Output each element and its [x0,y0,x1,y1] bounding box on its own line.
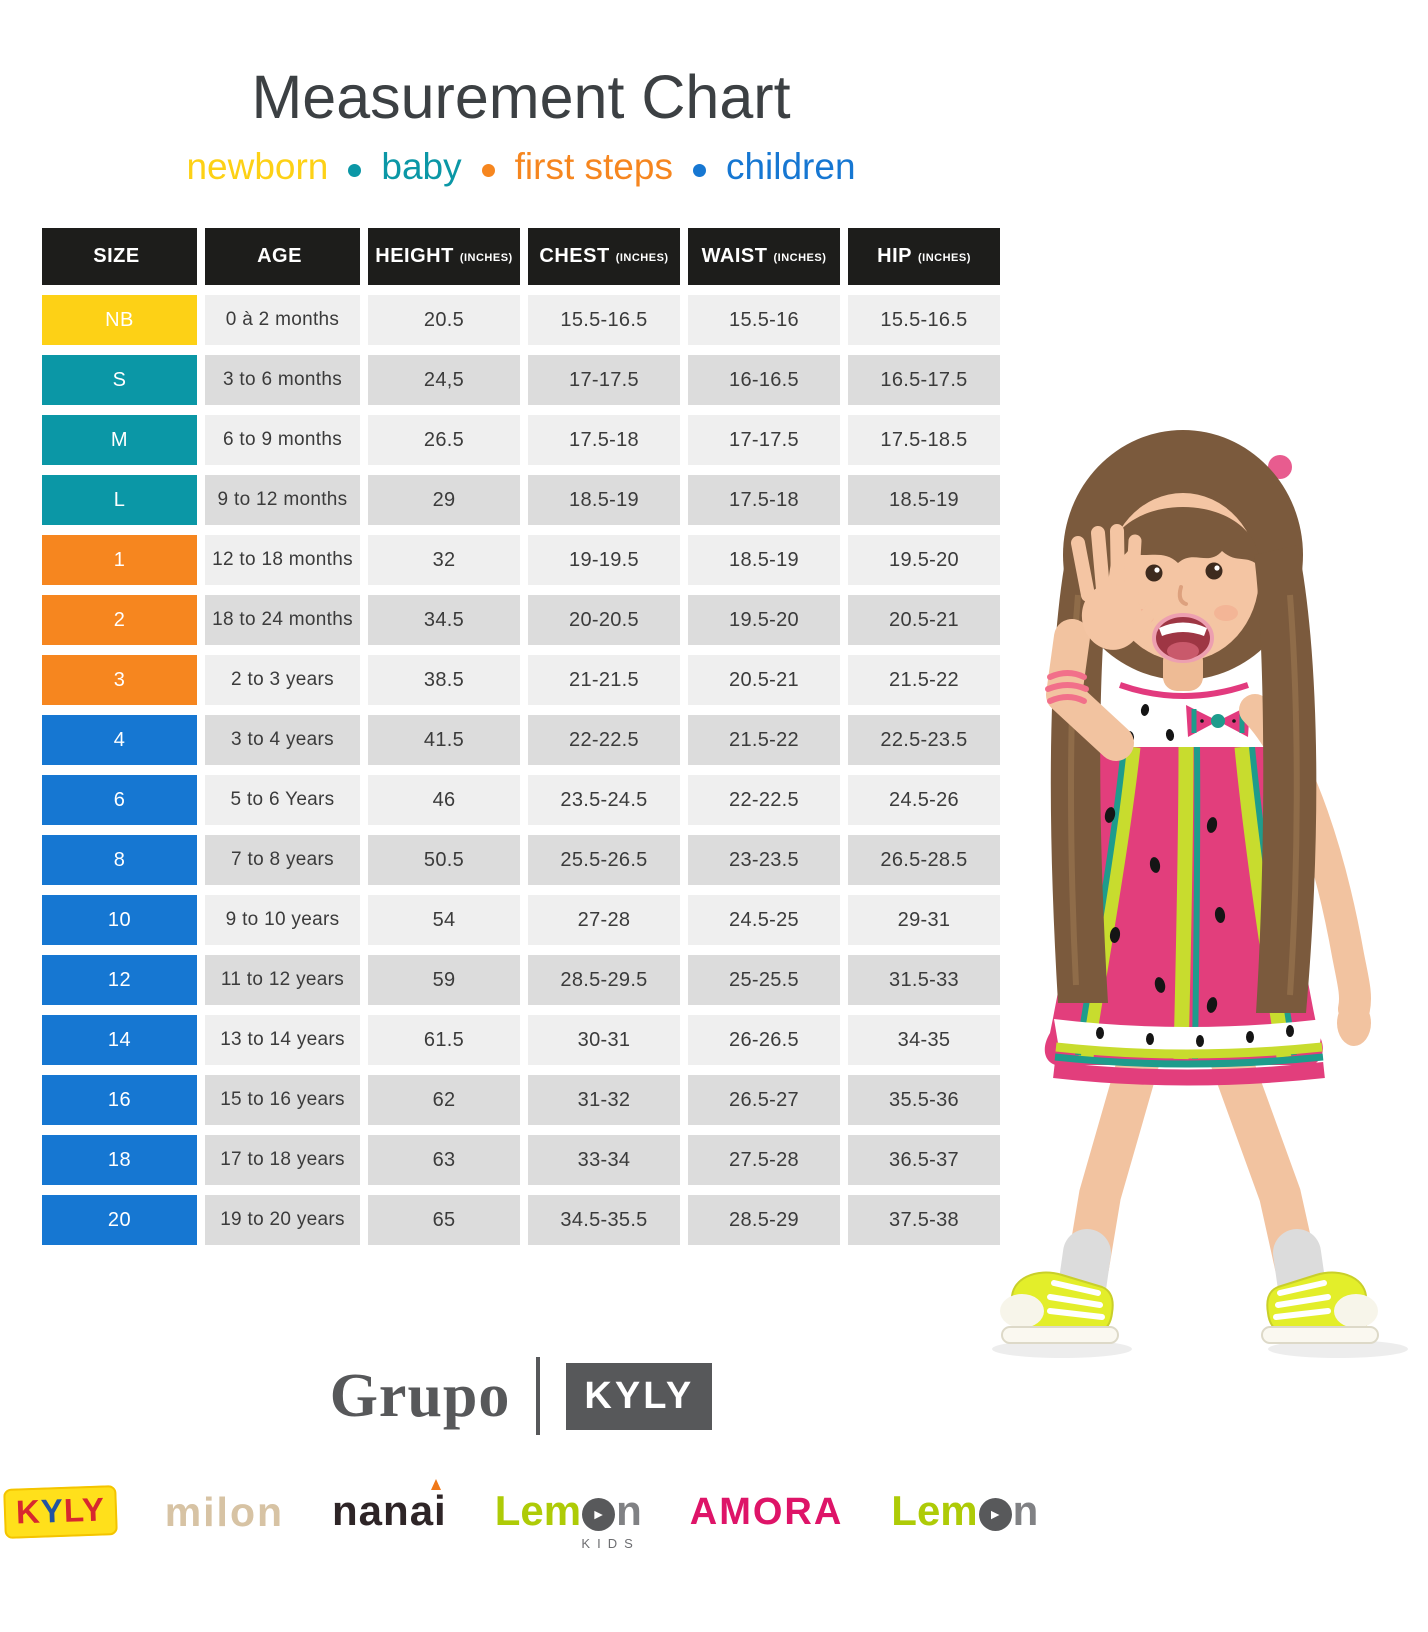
age-cell: 3 to 6 months [205,355,360,405]
bullet-icon [482,164,495,177]
height-cell: 61.5 [368,1015,520,1065]
height-cell: 32 [368,535,520,585]
size-cell: S [42,355,197,405]
size-cell: NB [42,295,197,345]
play-circle-icon: ► [979,1498,1012,1531]
hip-cell: 19.5-20 [848,535,1000,585]
waist-cell: 28.5-29 [688,1195,840,1245]
nanai-brand-logo: nanai [332,1487,447,1535]
table-row [42,535,1000,585]
table-row [42,775,1000,825]
hip-cell: 37.5-38 [848,1195,1000,1245]
size-cell: 20 [42,1195,197,1245]
age-cell: 6 to 9 months [205,415,360,465]
lemon-brand-logo: Lem ► n [891,1487,1039,1534]
height-cell: 54 [368,895,520,945]
hip-cell: 31.5-33 [848,955,1000,1005]
age-cell: 12 to 18 months [205,535,360,585]
age-cell: 19 to 20 years [205,1195,360,1245]
column-header-height: HEIGHT (INCHES) [368,228,520,285]
waist-cell: 17-17.5 [688,415,840,465]
hip-cell: 34-35 [848,1015,1000,1065]
chart-content [15,0,1039,1551]
hip-cell: 18.5-19 [848,475,1000,525]
height-cell: 63 [368,1135,520,1185]
hip-cell: 26.5-28.5 [848,835,1000,885]
chest-cell: 17.5-18 [528,415,680,465]
table-row [42,835,1000,885]
chest-cell: 15.5-16.5 [528,295,680,345]
column-header-age: AGE [205,228,360,285]
bullet-icon [348,164,361,177]
height-cell: 50.5 [368,835,520,885]
waist-cell: 20.5-21 [688,655,840,705]
age-cell: 2 to 3 years [205,655,360,705]
hip-cell: 20.5-21 [848,595,1000,645]
logo-divider [536,1357,540,1435]
waist-cell: 24.5-25 [688,895,840,945]
height-cell: 65 [368,1195,520,1245]
chest-cell: 20-20.5 [528,595,680,645]
hip-cell: 21.5-22 [848,655,1000,705]
category-legend [42,146,1000,188]
chest-cell: 34.5-35.5 [528,1195,680,1245]
kyly-brand-logo: KYLY [3,1485,118,1539]
age-cell: 9 to 10 years [205,895,360,945]
grupo-kyly-logo [42,1357,1000,1435]
size-cell: 12 [42,955,197,1005]
hip-cell: 15.5-16.5 [848,295,1000,345]
table-row [42,1135,1000,1185]
legend-newborn: newborn [186,146,329,187]
column-header-waist: WAIST (INCHES) [688,228,840,285]
hip-cell: 36.5-37 [848,1135,1000,1185]
size-cell: 18 [42,1135,197,1185]
kids-sub-label: KIDS [581,1536,640,1551]
waist-cell: 19.5-20 [688,595,840,645]
table-row [42,355,1000,405]
age-cell: 3 to 4 years [205,715,360,765]
waist-cell: 22-22.5 [688,775,840,825]
legend-children: children [725,146,856,187]
chest-cell: 27-28 [528,895,680,945]
child-model-photo [950,395,1428,1370]
hip-cell: 24.5-26 [848,775,1000,825]
play-circle-icon: ► [582,1498,615,1531]
hip-cell: 16.5-17.5 [848,355,1000,405]
size-cell: 4 [42,715,197,765]
age-cell: 7 to 8 years [205,835,360,885]
table-row [42,1195,1000,1245]
column-header-size: SIZE [42,228,197,285]
waist-cell: 17.5-18 [688,475,840,525]
age-cell: 9 to 12 months [205,475,360,525]
hip-cell: 22.5-23.5 [848,715,1000,765]
age-cell: 0 à 2 months [205,295,360,345]
waist-cell: 26.5-27 [688,1075,840,1125]
table-row [42,655,1000,705]
hip-cell: 17.5-18.5 [848,415,1000,465]
size-cell: M [42,415,197,465]
size-cell: L [42,475,197,525]
milon-brand-logo: milon [164,1489,285,1535]
size-cell: 2 [42,595,197,645]
waist-cell: 15.5-16 [688,295,840,345]
waist-cell: 18.5-19 [688,535,840,585]
height-cell: 24,5 [368,355,520,405]
column-header-chest: CHEST (INCHES) [528,228,680,285]
column-header-hip: HIP (INCHES) [848,228,1000,285]
chest-cell: 25.5-26.5 [528,835,680,885]
amora-brand-logo: AMORA [689,1491,844,1533]
chest-cell: 28.5-29.5 [528,955,680,1005]
age-cell: 5 to 6 Years [205,775,360,825]
size-cell: 10 [42,895,197,945]
height-cell: 29 [368,475,520,525]
height-cell: 20.5 [368,295,520,345]
height-cell: 26.5 [368,415,520,465]
waist-cell: 25-25.5 [688,955,840,1005]
hip-cell: 29-31 [848,895,1000,945]
size-cell: 14 [42,1015,197,1065]
height-cell: 46 [368,775,520,825]
age-cell: 18 to 24 months [205,595,360,645]
size-cell: 8 [42,835,197,885]
legend-first-steps: first steps [514,146,673,187]
chest-cell: 22-22.5 [528,715,680,765]
chest-cell: 19-19.5 [528,535,680,585]
size-cell: 3 [42,655,197,705]
size-cell: 1 [42,535,197,585]
height-cell: 62 [368,1075,520,1125]
hip-cell: 35.5-36 [848,1075,1000,1125]
table-row [42,715,1000,765]
height-cell: 59 [368,955,520,1005]
chest-cell: 33-34 [528,1135,680,1185]
chest-cell: 31-32 [528,1075,680,1125]
size-cell: 16 [42,1075,197,1125]
waist-cell: 27.5-28 [688,1135,840,1185]
legend-baby: baby [381,146,462,187]
table-row [42,475,1000,525]
table-header-row [42,228,1000,285]
chest-cell: 18.5-19 [528,475,680,525]
brand-logos-row [15,1487,1039,1551]
page-title: Measurement Chart [251,63,791,131]
age-cell: 15 to 16 years [205,1075,360,1125]
height-cell: 41.5 [368,715,520,765]
size-cell: 6 [42,775,197,825]
table-row [42,955,1000,1005]
table-row [42,295,1000,345]
chest-cell: 23.5-24.5 [528,775,680,825]
carrot-icon [431,1479,441,1490]
table-row [42,1015,1000,1065]
waist-cell: 23-23.5 [688,835,840,885]
lemon-kids-brand-logo: Lem ► n KIDS [494,1487,642,1551]
grupo-wordmark: Grupo [329,1361,511,1430]
height-cell: 34.5 [368,595,520,645]
age-cell: 13 to 14 years [205,1015,360,1065]
chest-cell: 21-21.5 [528,655,680,705]
age-cell: 17 to 18 years [205,1135,360,1185]
table-row [42,1075,1000,1125]
table-row [42,415,1000,465]
bullet-icon [693,164,706,177]
table-row [42,895,1000,945]
waist-cell: 26-26.5 [688,1015,840,1065]
size-table [42,228,1000,1245]
kyly-wordmark: KYLY [566,1363,712,1430]
table-row [42,595,1000,645]
waist-cell: 16-16.5 [688,355,840,405]
chest-cell: 30-31 [528,1015,680,1065]
age-cell: 11 to 12 years [205,955,360,1005]
height-cell: 38.5 [368,655,520,705]
chest-cell: 17-17.5 [528,355,680,405]
waist-cell: 21.5-22 [688,715,840,765]
